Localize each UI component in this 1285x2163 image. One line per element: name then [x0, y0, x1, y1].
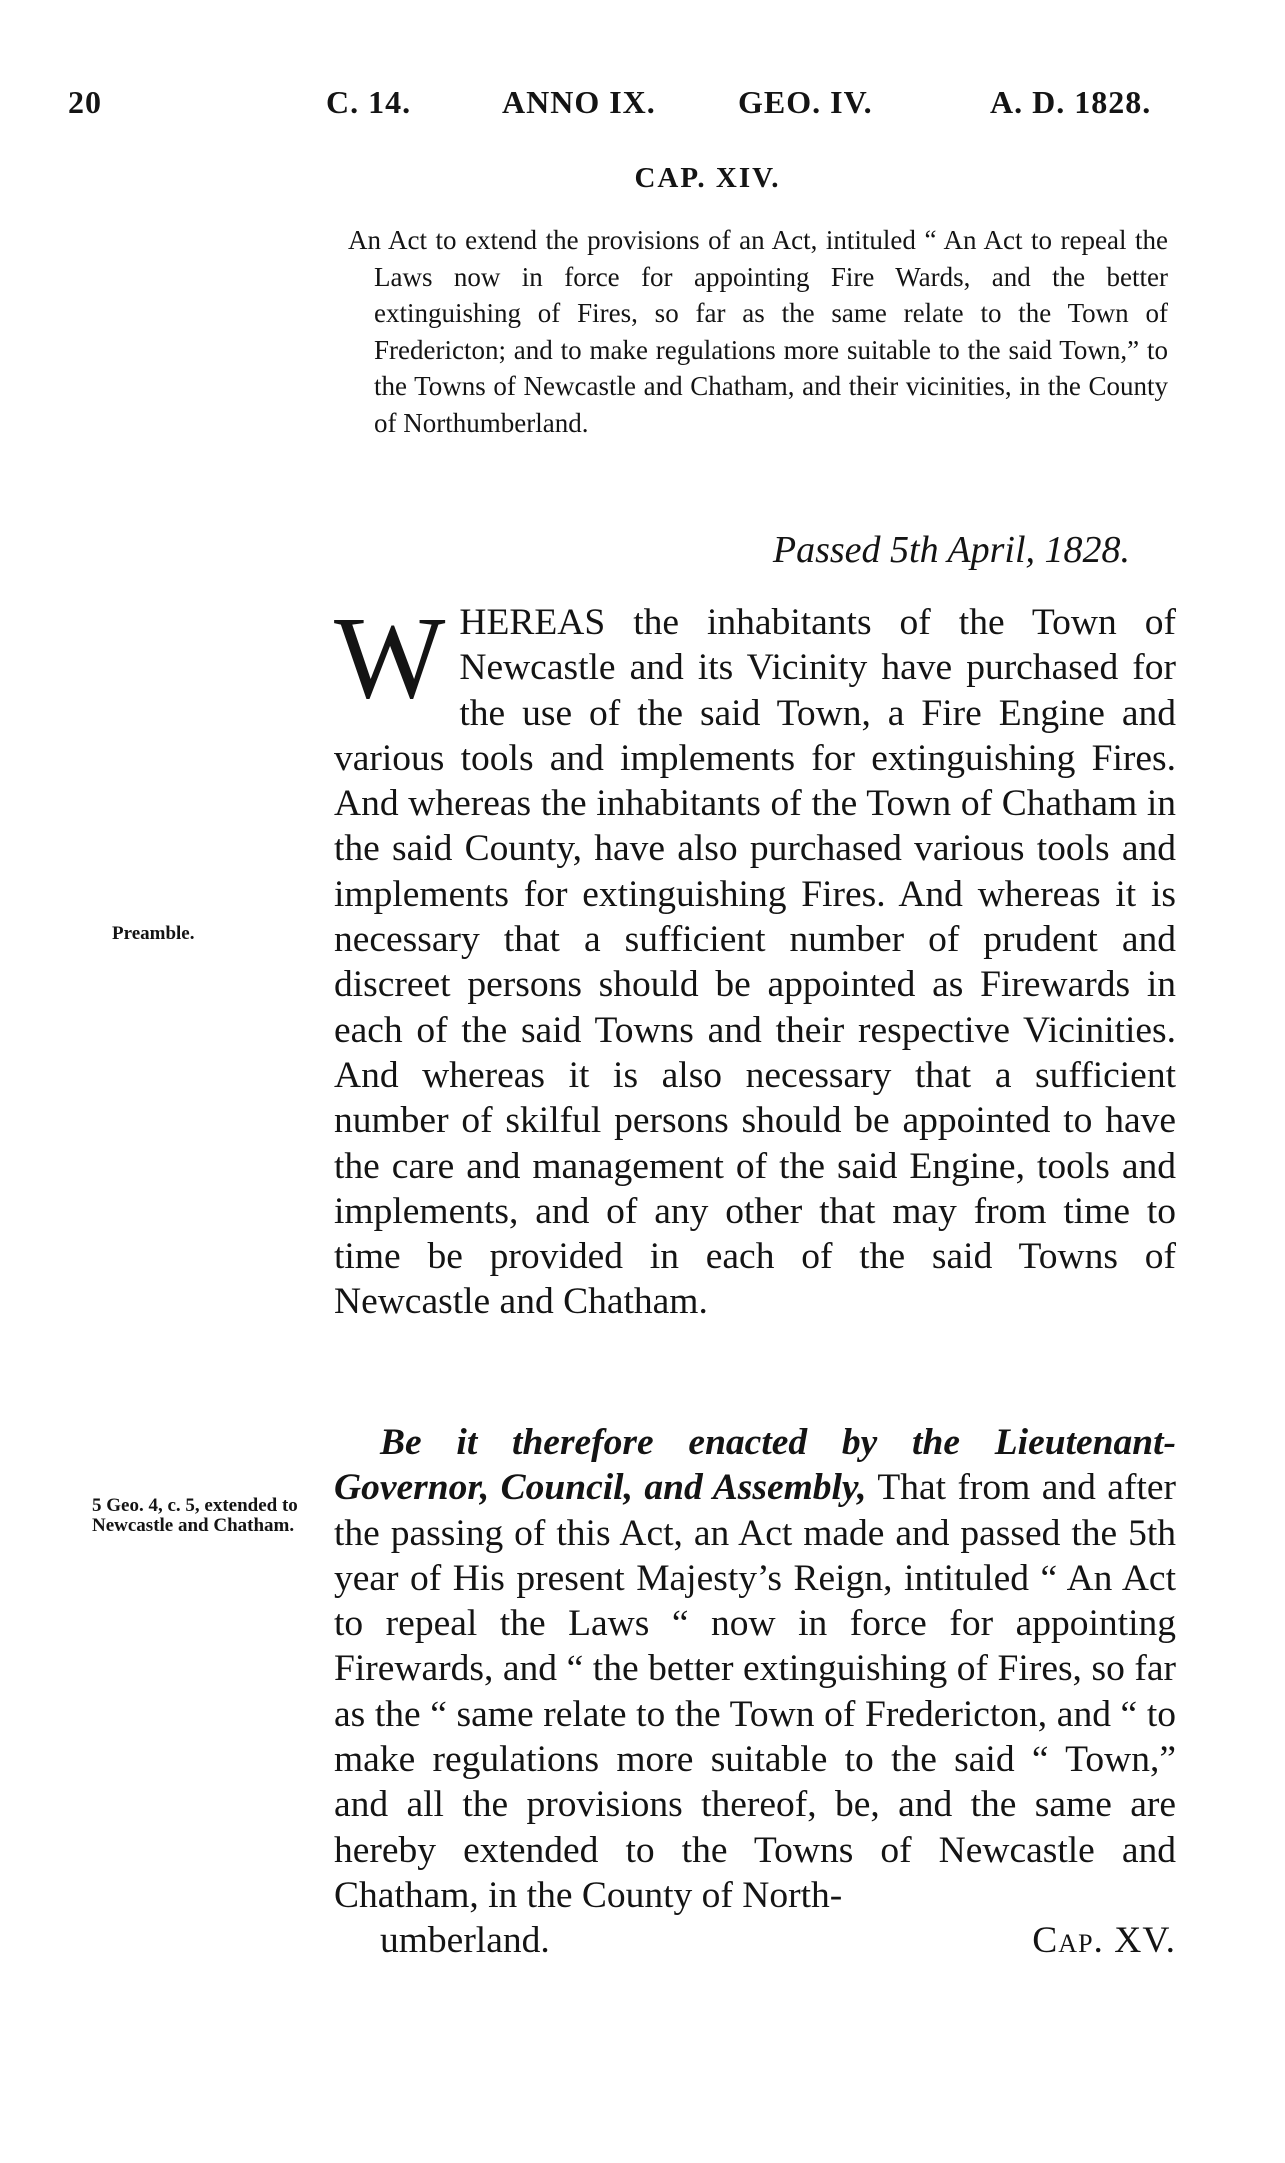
enactment-paragraph — [334, 1420, 1176, 1964]
enacting-formula: Be it therefore enacted by the Lieutenant-Governor, Council, and Assembly, — [334, 1422, 1176, 1509]
header-chapter: C. 14. — [326, 84, 412, 120]
preamble-paragraph — [334, 592, 1176, 1325]
catchword: Cap. XV. — [1032, 1920, 1176, 1962]
final-word: umberland. — [380, 1920, 550, 1962]
page-number: 20 — [68, 84, 102, 120]
drop-cap: W — [334, 592, 446, 723]
header-year: A. D. 1828. — [990, 84, 1152, 120]
running-header — [0, 84, 1285, 124]
margin-note-geo: 5 Geo. 4, c. 5, extended to Newcastle and Chatham. — [92, 1495, 298, 1536]
enactment-text: That from and after the passing of this Act, an Act made and passed the 5th year of His present Majesty’s Reign, intituled “ An Act to repeal the Laws “ now in force for appointing Firewards, and “ the better extinguishing of Fires, so far as the “ same relate to the Town of Fredericton, and “ to make regulations more suitable to the said “ Town,” and all the provisions thereof, be, and the same are hereby extended to the Towns of Newcastle and Chatham, in the County of North- — [334, 1467, 1176, 1916]
final-line — [334, 1918, 1176, 1963]
preamble-text: HEREAS the inhabitants of the Town of Newcastle and its Vicinity have purchased for the use of the said Town, a Fire Engine and various tools and implements for extinguishing Fires. And whereas the inhabitants of the Town of Chatham in the said County, have also purchased various tools and implements for extinguishing Fires. And whereas it is necessary that a sufficient number of prudent and discreet persons should be appointed as Firewards in each of the said Towns and their respective Vicinities. And whereas it is also necessary that a sufficient number of skilful persons should be appointed to have the care and management of the said Engine, tools and implements, and of any other that may from time to time be provided in each of the said Towns of Newcastle and Chatham. — [334, 602, 1176, 1323]
long-title: An Act to extend the provisions of an Act, intituled “ An Act to repeal the Laws now in force for appointing Fire Wards, and the better extinguishing of Fires, so far as the same relate to the Town of Fredericton; and to make regulations more suitable to the said Town,” to the Towns of Newcastle and Chatham, and their vicinities, in the County of Northumberland. — [348, 225, 1168, 438]
header-reign: GEO. IV. — [738, 84, 873, 120]
header-anno: ANNO IX. — [502, 84, 656, 120]
margin-note-preamble: Preamble. — [112, 923, 195, 944]
chapter-title: CAP. XIV. — [634, 162, 781, 194]
passed-date: Passed 5th April, 1828. — [772, 529, 1130, 571]
